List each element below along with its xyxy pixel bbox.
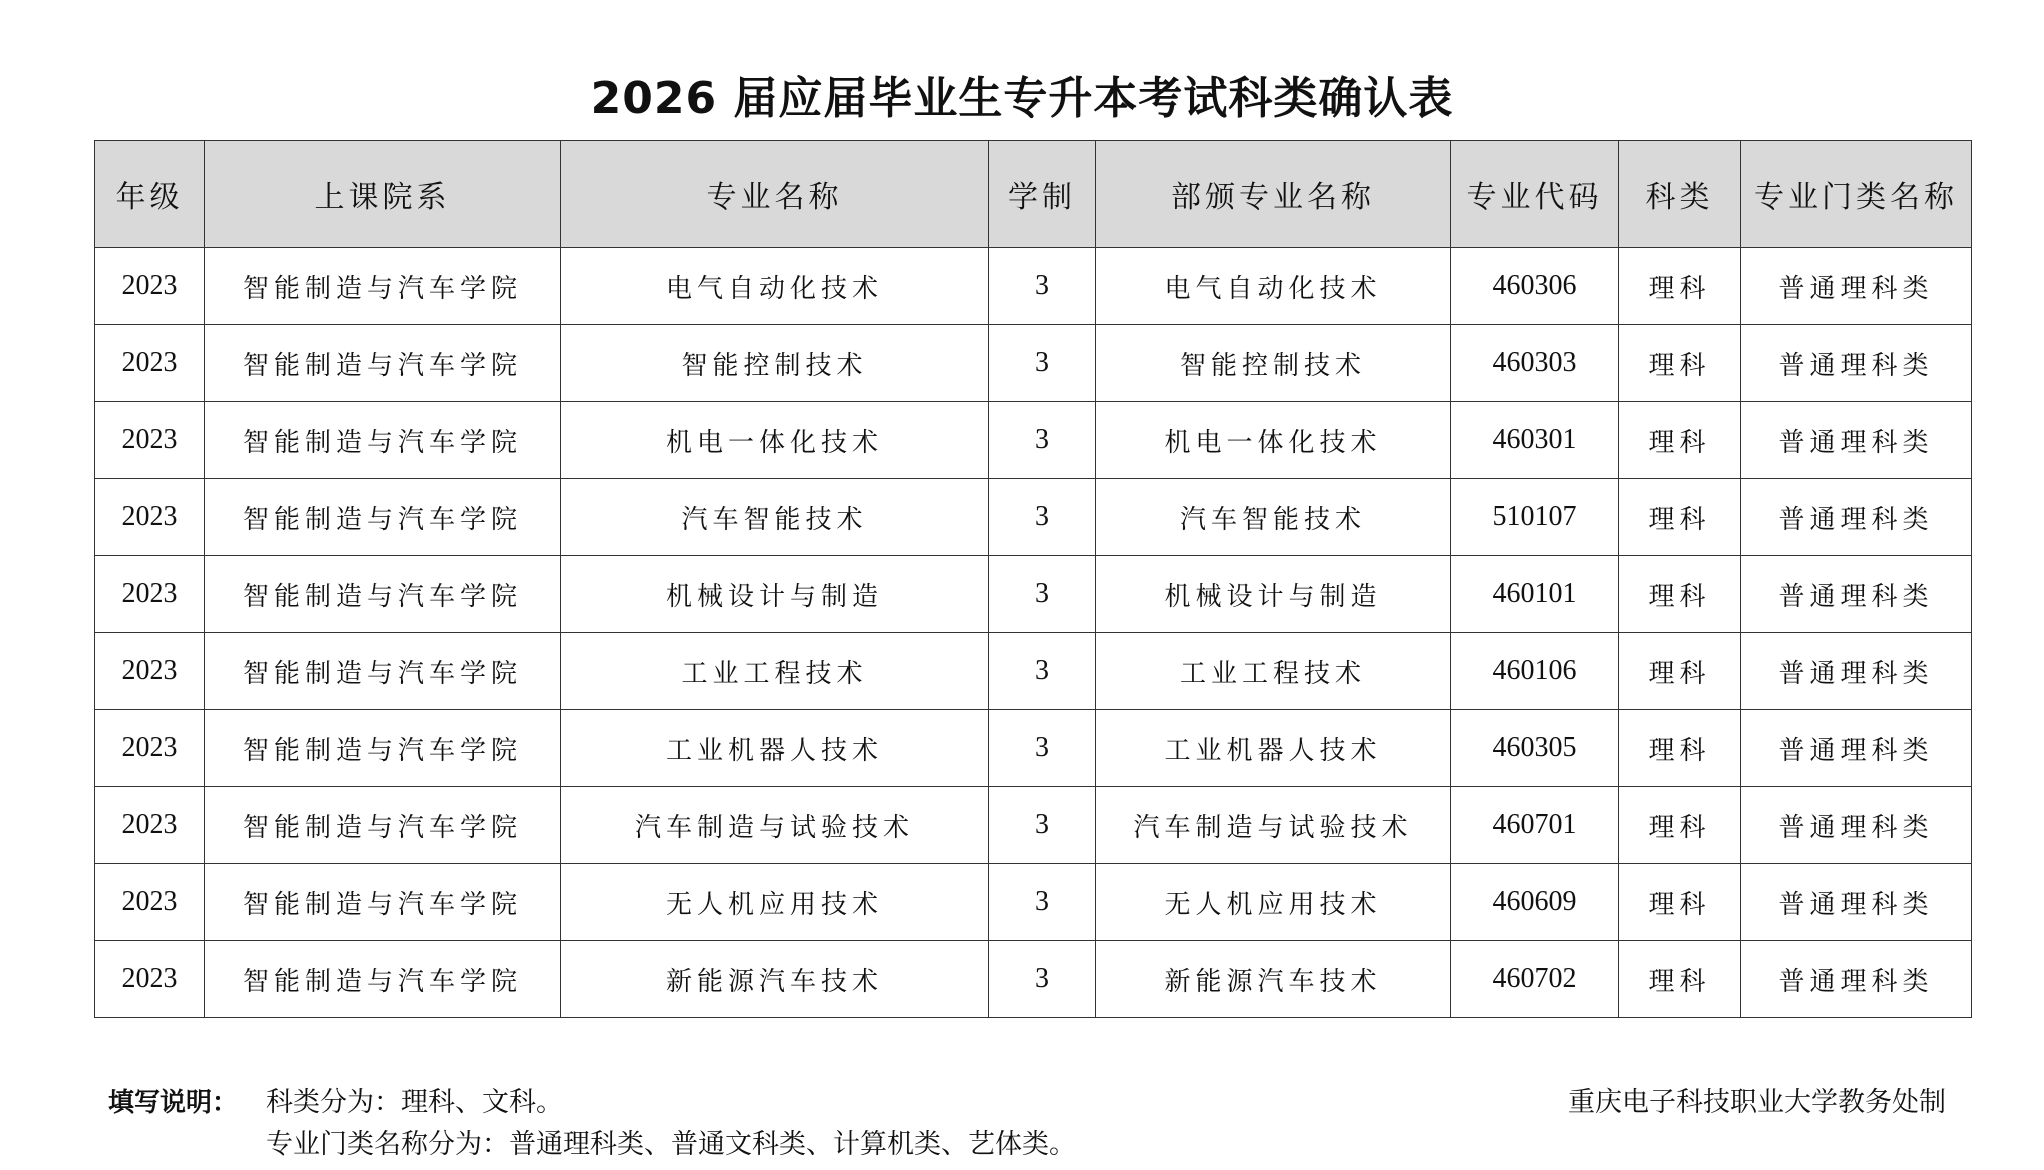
table-row — [95, 402, 1972, 479]
cell-grade: 2023 — [95, 402, 205, 479]
cell-duration: 3 — [989, 479, 1096, 556]
cell-department: 智能制造与汽车学院 — [205, 556, 561, 633]
cell-official-major-name: 机械设计与制造 — [1096, 556, 1451, 633]
cell-department: 智能制造与汽车学院 — [205, 787, 561, 864]
header-official-major-name: 部颁专业名称 — [1096, 141, 1451, 248]
cell-official-major-name: 机电一体化技术 — [1096, 402, 1451, 479]
cell-category-name: 普通理科类 — [1741, 556, 1972, 633]
cell-official-major-name: 新能源汽车技术 — [1096, 941, 1451, 1018]
cell-major-name: 无人机应用技术 — [561, 864, 989, 941]
cell-official-major-name: 工业工程技术 — [1096, 633, 1451, 710]
header-subject-type: 科类 — [1619, 141, 1741, 248]
cell-department: 智能制造与汽车学院 — [205, 941, 561, 1018]
cell-official-major-name: 工业机器人技术 — [1096, 710, 1451, 787]
cell-grade: 2023 — [95, 248, 205, 325]
cell-major-name: 机械设计与制造 — [561, 556, 989, 633]
cell-grade: 2023 — [95, 941, 205, 1018]
cell-official-major-name: 汽车智能技术 — [1096, 479, 1451, 556]
confirmation-table — [94, 140, 1972, 1018]
cell-duration: 3 — [989, 710, 1096, 787]
cell-major-name: 工业机器人技术 — [561, 710, 989, 787]
cell-major-code: 460702 — [1451, 941, 1619, 1018]
table-row — [95, 864, 1972, 941]
table-row — [95, 787, 1972, 864]
note-subject-types: 科类分为：理科、文科。 — [266, 1087, 563, 1118]
cell-department: 智能制造与汽车学院 — [205, 864, 561, 941]
cell-department: 智能制造与汽车学院 — [205, 633, 561, 710]
cell-official-major-name: 汽车制造与试验技术 — [1096, 787, 1451, 864]
cell-major-code: 460101 — [1451, 556, 1619, 633]
table-row — [95, 710, 1972, 787]
cell-duration: 3 — [989, 941, 1096, 1018]
cell-category-name: 普通理科类 — [1741, 864, 1972, 941]
cell-major-code: 460701 — [1451, 787, 1619, 864]
page-title: 2026 届应届毕业生专升本考试科类确认表 — [590, 73, 1454, 124]
table-row — [95, 941, 1972, 1018]
cell-category-name: 普通理科类 — [1741, 941, 1972, 1018]
table-row — [95, 556, 1972, 633]
cell-department: 智能制造与汽车学院 — [205, 248, 561, 325]
issuer-text: 重庆电子科技职业大学教务处制 — [1568, 1087, 1946, 1118]
cell-subject-type: 理科 — [1619, 248, 1741, 325]
cell-subject-type: 理科 — [1619, 941, 1741, 1018]
cell-major-name: 新能源汽车技术 — [561, 941, 989, 1018]
cell-category-name: 普通理科类 — [1741, 248, 1972, 325]
cell-grade: 2023 — [95, 864, 205, 941]
cell-official-major-name: 无人机应用技术 — [1096, 864, 1451, 941]
cell-category-name: 普通理科类 — [1741, 710, 1972, 787]
header-category-name: 专业门类名称 — [1741, 141, 1972, 248]
cell-category-name: 普通理科类 — [1741, 479, 1972, 556]
cell-category-name: 普通理科类 — [1741, 402, 1972, 479]
cell-category-name: 普通理科类 — [1741, 633, 1972, 710]
cell-duration: 3 — [989, 248, 1096, 325]
cell-department: 智能制造与汽车学院 — [205, 710, 561, 787]
header-duration: 学制 — [989, 141, 1096, 248]
cell-duration: 3 — [989, 402, 1096, 479]
cell-major-name: 电气自动化技术 — [561, 248, 989, 325]
cell-subject-type: 理科 — [1619, 556, 1741, 633]
header-department: 上课院系 — [205, 141, 561, 248]
cell-major-name: 汽车制造与试验技术 — [561, 787, 989, 864]
cell-major-name: 智能控制技术 — [561, 325, 989, 402]
cell-subject-type: 理科 — [1619, 325, 1741, 402]
cell-grade: 2023 — [95, 479, 205, 556]
table-header-row — [95, 141, 1972, 248]
header-major-name: 专业名称 — [561, 141, 989, 248]
cell-grade: 2023 — [95, 556, 205, 633]
cell-official-major-name: 智能控制技术 — [1096, 325, 1451, 402]
cell-major-code: 460305 — [1451, 710, 1619, 787]
cell-major-code: 460609 — [1451, 864, 1619, 941]
cell-duration: 3 — [989, 864, 1096, 941]
table-row — [95, 479, 1972, 556]
cell-subject-type: 理科 — [1619, 479, 1741, 556]
notes-label: 填写说明： — [108, 1088, 239, 1118]
cell-subject-type: 理科 — [1619, 787, 1741, 864]
cell-major-name: 汽车智能技术 — [561, 479, 989, 556]
cell-major-name: 工业工程技术 — [561, 633, 989, 710]
cell-category-name: 普通理科类 — [1741, 787, 1972, 864]
cell-major-code: 460106 — [1451, 633, 1619, 710]
header-major-code: 专业代码 — [1451, 141, 1619, 248]
cell-grade: 2023 — [95, 633, 205, 710]
table-row — [95, 633, 1972, 710]
cell-major-code: 460303 — [1451, 325, 1619, 402]
table-body — [95, 248, 1972, 1018]
cell-subject-type: 理科 — [1619, 864, 1741, 941]
cell-duration: 3 — [989, 325, 1096, 402]
cell-grade: 2023 — [95, 787, 205, 864]
cell-category-name: 普通理科类 — [1741, 325, 1972, 402]
cell-subject-type: 理科 — [1619, 633, 1741, 710]
cell-subject-type: 理科 — [1619, 402, 1741, 479]
table-row — [95, 248, 1972, 325]
cell-major-code: 510107 — [1451, 479, 1619, 556]
cell-department: 智能制造与汽车学院 — [205, 402, 561, 479]
cell-major-name: 机电一体化技术 — [561, 402, 989, 479]
cell-major-code: 460301 — [1451, 402, 1619, 479]
table-row — [95, 325, 1972, 402]
cell-grade: 2023 — [95, 325, 205, 402]
cell-duration: 3 — [989, 556, 1096, 633]
cell-department: 智能制造与汽车学院 — [205, 479, 561, 556]
cell-subject-type: 理科 — [1619, 710, 1741, 787]
cell-duration: 3 — [989, 787, 1096, 864]
note-category-types: 专业门类名称分为：普通理科类、普通文科类、计算机类、艺体类。 — [266, 1129, 1076, 1160]
cell-duration: 3 — [989, 633, 1096, 710]
cell-major-code: 460306 — [1451, 248, 1619, 325]
cell-department: 智能制造与汽车学院 — [205, 325, 561, 402]
cell-grade: 2023 — [95, 710, 205, 787]
cell-official-major-name: 电气自动化技术 — [1096, 248, 1451, 325]
header-grade: 年级 — [95, 141, 205, 248]
